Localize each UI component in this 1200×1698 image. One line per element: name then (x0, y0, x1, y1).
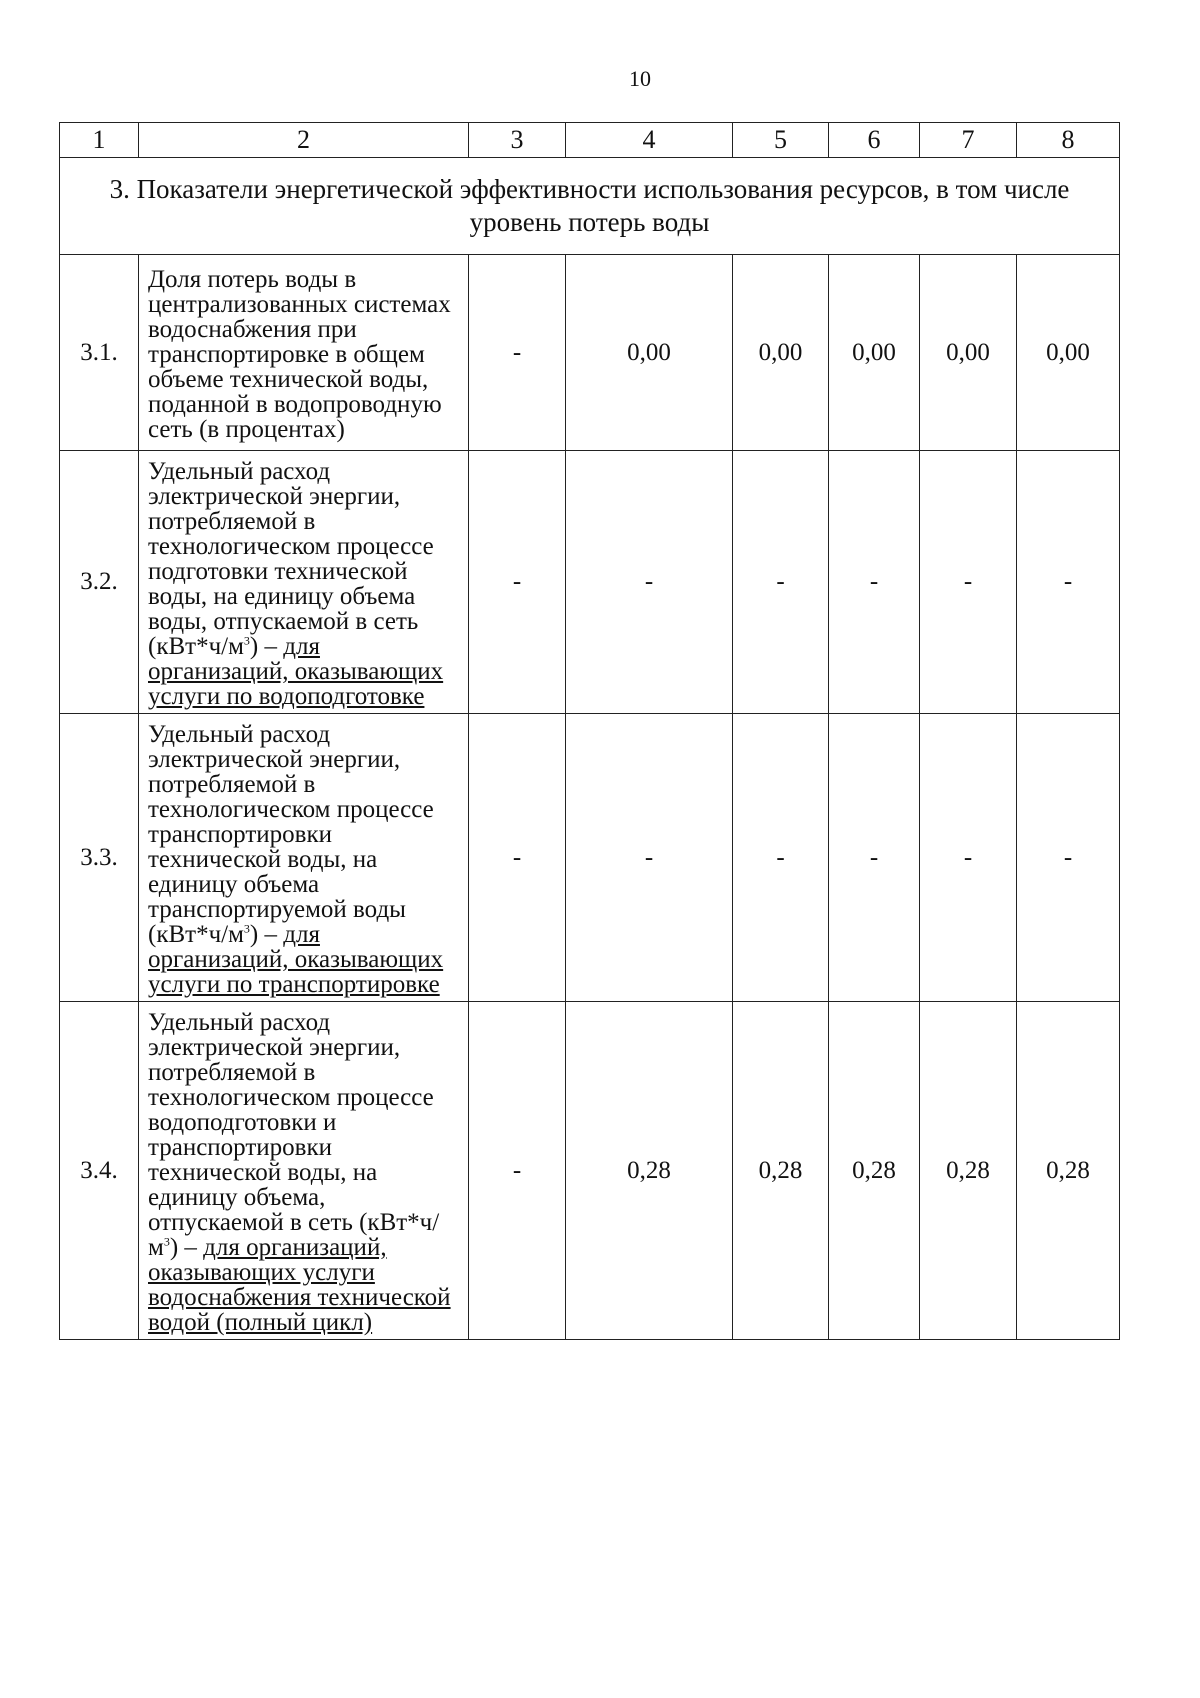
organization-note: для организаций, оказывающих услуги по водоподготовке (148, 633, 444, 710)
table-row (60, 714, 1120, 1002)
value-cell: - (829, 451, 920, 714)
row-number: 3.4. (60, 1002, 139, 1340)
unit-close: ) – (249, 633, 284, 660)
description-text: Доля потерь воды в централизованных системах водоснабжения при транспортировке в общем объеме технической воды, поданной в водопроводную сеть (в процентах) (148, 266, 451, 443)
row-description (139, 451, 469, 714)
row-number: 3.2. (60, 451, 139, 714)
value-cell: - (566, 714, 733, 1002)
indicators-table (59, 122, 1120, 1340)
row-number: 3.1. (60, 255, 139, 451)
value-cell: 0,28 (1017, 1002, 1120, 1340)
value-cell: - (469, 714, 566, 1002)
section-title-row (60, 158, 1120, 255)
value-cell: - (733, 714, 829, 1002)
organization-note: для организаций, оказывающих услуги водоснабжения технической водой (полный цикл) (148, 1234, 451, 1336)
row-description (139, 1002, 469, 1340)
value-cell: - (1017, 451, 1120, 714)
value-cell: - (1017, 714, 1120, 1002)
value-cell: 0,00 (733, 255, 829, 451)
description-text: Удельный расход электрической энергии, потребляемой в технологическом процессе водоподготовки и транспортировки технической воды, на единицу объема, отпускаемой в сеть (кВт*ч/м (148, 1009, 440, 1261)
column-header: 1 (60, 123, 139, 158)
value-cell: - (469, 255, 566, 451)
value-cell: 0,28 (829, 1002, 920, 1340)
unit-superscript: 3 (163, 1234, 170, 1249)
organization-note: для организаций, оказывающих услуги по транспортировке (148, 921, 444, 998)
column-header: 3 (469, 123, 566, 158)
row-number: 3.3. (60, 714, 139, 1002)
column-header: 6 (829, 123, 920, 158)
unit-superscript: 3 (243, 921, 250, 936)
row-description (139, 714, 469, 1002)
unit-superscript: 3 (243, 633, 250, 648)
row-description (139, 255, 469, 451)
column-number-row (60, 123, 1120, 158)
value-cell: - (566, 451, 733, 714)
column-header: 5 (733, 123, 829, 158)
value-cell: 0,00 (1017, 255, 1120, 451)
page-number: 10 (629, 66, 651, 91)
section-title: 3. Показатели энергетической эффективности использования ресурсов, в том числе уровень потерь воды (60, 158, 1120, 255)
unit-close: ) – (169, 1234, 204, 1261)
description-text: Удельный расход электрической энергии, потребляемой в технологическом процессе подготовки технической воды, на единицу объема воды, отпускаемой в сеть (кВт*ч/м (148, 458, 434, 660)
column-header: 7 (920, 123, 1017, 158)
column-header: 4 (566, 123, 733, 158)
unit-close: ) – (249, 921, 284, 948)
column-header: 2 (139, 123, 469, 158)
value-cell: 0,00 (566, 255, 733, 451)
table-row (60, 451, 1120, 714)
value-cell: 0,00 (829, 255, 920, 451)
value-cell: 0,28 (920, 1002, 1017, 1340)
value-cell: 0,28 (733, 1002, 829, 1340)
value-cell: - (469, 1002, 566, 1340)
value-cell: - (469, 451, 566, 714)
column-header: 8 (1017, 123, 1120, 158)
value-cell: 0,00 (920, 255, 1017, 451)
description-text: Удельный расход электрической энергии, потребляемой в технологическом процессе транспортировки технической воды, на единицу объема транспортируемой воды (кВт*ч/м (148, 721, 434, 948)
value-cell: - (920, 714, 1017, 1002)
table-row (60, 1002, 1120, 1340)
value-cell: - (733, 451, 829, 714)
value-cell: 0,28 (566, 1002, 733, 1340)
value-cell: - (829, 714, 920, 1002)
value-cell: - (920, 451, 1017, 714)
table-row (60, 255, 1120, 451)
